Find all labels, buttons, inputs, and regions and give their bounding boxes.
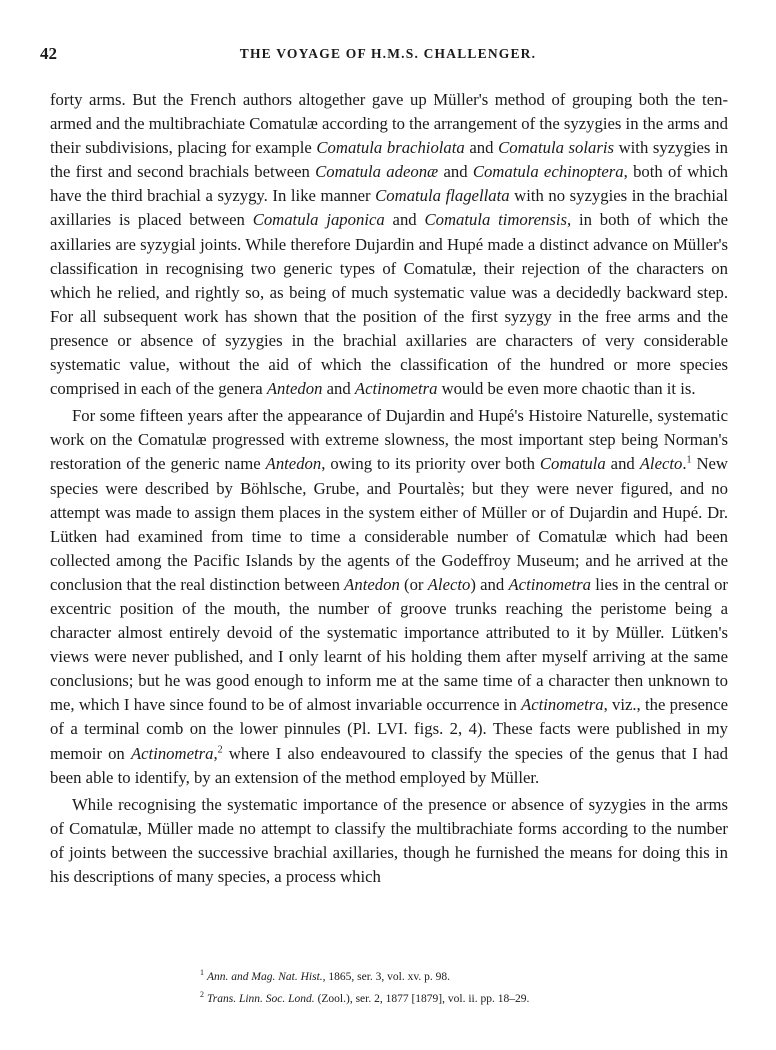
page-number: 42 <box>40 44 57 63</box>
footnote-2 <box>200 986 720 1008</box>
footnote-2-number: 2 <box>200 989 204 999</box>
paragraph-3: While recognising the systematic importance of the presence or absence of syzygies in the arms of Comatulæ, Müller made no attempt to classify the multibrachiate forms according to the number of joints between the successive brachial axillaries, though he furnished the means for doing this in his descriptions of many species, a process which <box>50 794 728 886</box>
body-text <box>50 88 728 889</box>
paragraph-2: For some fifteen years after the appearance of Dujardin and Hupé's Histoire Naturelle, systematic work on the Comatulæ progressed with extreme slowness, the most important step being Norman's restoration of the generic name Antedon, owing to its priority over both Comatula and Alecto.$^1$ New species were described by Böhlsche, Grube, and Pourtalès; but they were never figured, and no attempt was made to assign them places in the system either of Müller or of Dujardin and Hupé. Dr. Lütken had examined from time to time a considerable number of Comatulæ which had been collected among the Pacific Islands by the agents of the Godeffroy Museum; and he arrived at the conclusion that the real distinction between Antedon (or Alecto) and Actinometra lies in the central or excentric position of the mouth, the number of groove trunks reaching the peristome being a character almost entirely devoid of the systematic importance attributed to it by Müller. Lütken's views were never published, and I only learnt of his holding them after myself arriving at the same conclusions; but he was good enough to inform me at the same time of a character then unknown to me, which I have since found to be of almost invariable occurrence in Actinometra, viz., the presence of a terminal comb on the lower pinnules (Pl. LVI. figs. 2, 4). These facts were published in my memoir on Actinometra,$^2$ where I also endeavoured to classify the species of the genus that I had been able to identify, by an extension of the method employed by Müller. <box>50 406 729 787</box>
footnote-1 <box>200 964 720 986</box>
running-title: THE VOYAGE OF H.M.S. CHALLENGER. <box>239 46 537 61</box>
footnote-2-text: Trans. Linn. Soc. Lond. (Zool.), ser. 2, 1877 [1879], vol. ii. pp. 18–29. <box>207 992 530 1005</box>
page-header <box>40 44 736 68</box>
footnote-1-text: Ann. and Mag. Nat. Hist., 1865, ser. 3, vol. xv. p. 98. <box>207 970 450 983</box>
footnote-1-number: 1 <box>200 968 204 977</box>
footnotes <box>200 964 720 1008</box>
paragraph-1: forty arms. But the French authors altogether gave up Müller's method of grouping both the ten-armed and the multibrachiate Comatulæ according to the arrangement of the syzygies in the arms and their subdivisions, placing for example Comatula brachiolata and Comatula solaris with syzygies in the first and second brachials between Comatula adeonæ and Comatula echinoptera, both of which have the third brachial a syzygy. In like manner Comatula flagellata with no syzygies in the brachial axillaries is placed between Comatula japonica and Comatula timorensis, in both of which the axillaries are syzygial joints. While therefore Dujardin and Hupé made a distinct advance on Müller's classification in recognising two generic types of Comatulæ, their rejection of the characters on which he relied, and rightly so, as being of much systematic value was a decidedly backward step. For all subsequent work has shown that the position of the first syzygy in the free arms and the presence or absence of syzygies in the brachial axillaries are characters of very considerable systematic value, without the aid of which the classification of the hundred or more species comprised in each of the genera Antedon and Actinometra would be even more chaotic than it is. <box>50 90 729 399</box>
